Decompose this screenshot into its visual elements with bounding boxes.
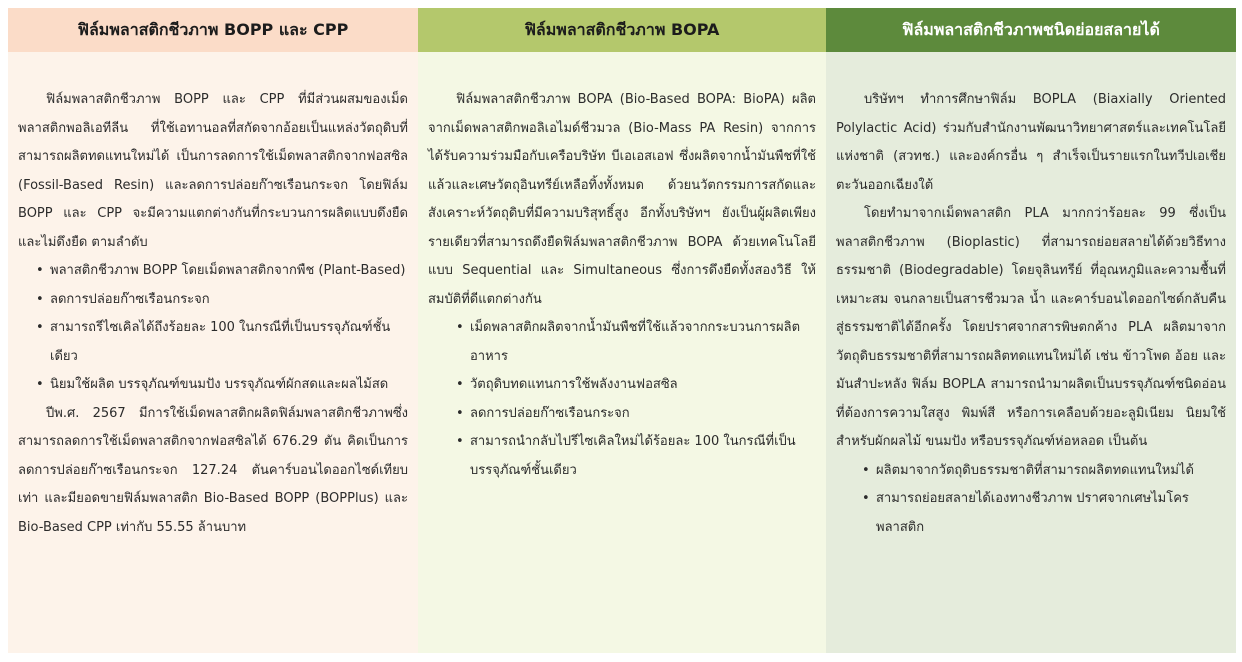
column-bopa: [418, 8, 826, 653]
paragraph: บริษัทฯ ทำการศึกษาฟิล์ม BOPLA (Biaxially Oriented Polylactic Acid) ร่วมกับสำนักงานพัฒนาวิทยาศาสตร์และเทคโนโลยีแห่งชาติ (สวทช.) และองค์กรอื่น ๆ สำเร็จเป็นรายแรกในทวีปเอเชียตะวันออกเฉียงใต้: [836, 92, 1226, 193]
paragraph: ฟิล์มพลาสติกชีวภาพ BOPA (Bio-Based BOPA: BioPA) ผลิตจากเม็ดพลาสติกพอลิเอไมด์ชีวมวล (Bio-Mass PA Resin) จากการได้รับความร่วมมือกับเครือบริษัท บีเอเอสเอฟ ซึ่งผลิตจากน้ำมันพืชที่ใช้แล้วและเศษวัตถุอินทรีย์เหลือทิ้งทั้งหมด ด้วยนวัตกรรมการสกัดและสังเคราะห์วัตถุดิบที่มีความบริสุทธิ์สูง อีกทั้งบริษัทฯ ยังเป็นผู้ผลิตเพียงรายเดียวที่สามารถดึงยืดฟิล์มพลาสติกชีวภาพ BOPA ด้วยเทคโนโลยีแบบ Sequential และ Simultaneous ซึ่งการดึงยืดทั้งสองวิธี ให้สมบัติที่ดีแตกต่างกัน: [428, 92, 816, 307]
bullet-item: • พลาสติกชีวภาพ BOPP โดยเม็ดพลาสติกจากพืช (Plant-Based): [18, 257, 408, 286]
paragraph: โดยทำมาจากเม็ดพลาสติก PLA มากกว่าร้อยละ 99 ซึ่งเป็นพลาสติกชีวภาพ (Bioplastic) ที่สามารถย่อยสลายได้ด้วยวิธีทางธรรมชาติ (Biodegradable) โดยจุลินทรีย์ ที่อุณหภูมิและความชื้นที่เหมาะสม จนกลายเป็นสารชีวมวล น้ำ และคาร์บอนไดออกไซด์กลับคืนสู่ธรรมชาติได้อีกครั้ง โดยปราศจากสารพิษตกค้าง PLA ผลิตมาจากวัตถุดิบธรรมชาติที่สามารถผลิตทดแทนใหม่ได้ เช่น ข้าวโพด อ้อย และมันสำปะหลัง ฟิล์ม BOPLA สามารถนำมาผลิตเป็นบรรจุภัณฑ์ชนิดอ่อนที่ต้องการความใสสูง พิมพ์สี หรือการเคลือบด้วยอะลูมิเนียม นิยมใช้สำหรับผักผลไม้ ขนมปัง หรือบรรจุภัณฑ์ห่อหลอด เป็นต้น: [836, 206, 1226, 449]
column-bopp-cpp: [8, 8, 418, 653]
bullet-list: [428, 314, 816, 485]
column-header: ฟิล์มพลาสติกชีวภาพชนิดย่อยสลายได้: [826, 8, 1236, 52]
bullet-item: • ลดการปล่อยก๊าซเรือนกระจก: [18, 286, 408, 315]
column-body: [8, 52, 418, 653]
column-header: ฟิล์มพลาสติกชีวภาพ BOPA: [418, 8, 826, 52]
bullet-item: • สามารถรีไซเคิลได้ถึงร้อยละ 100 ในกรณีที่เป็นบรรจุภัณฑ์ชั้นเดียว: [18, 314, 408, 371]
bullet-item: • นิยมใช้ผลิต บรรจุภัณฑ์ขนมปัง บรรจุภัณฑ์ผักสดและผลไม้สด: [18, 371, 408, 400]
bullet-item: • ผลิตมาจากวัตถุดิบธรรมชาติที่สามารถผลิตทดแทนใหม่ได้: [836, 457, 1226, 486]
paragraph: ฟิล์มพลาสติกชีวภาพ BOPP และ CPP ที่มีส่วนผสมของเม็ดพลาสติกพอลิเอทีลีน ที่ใช้เอทานอลที่สกัดจากอ้อยเป็นแหล่งวัตถุดิบที่สามารถผลิตทดแทนใหม่ได้ เป็นการลดการใช้เม็ดพลาสติกจากฟอสซิล (Fossil-Based Resin) และลดการปล่อยก๊าซเรือนกระจก โดยฟิล์ม BOPP และ CPP จะมีความแตกต่างกันที่กระบวนการผลิตแบบดึงยืดและไม่ดึงยืด ตามลำดับ: [18, 92, 408, 250]
bullet-item: • ลดการปล่อยก๊าซเรือนกระจก: [428, 400, 816, 429]
paragraph: ปีพ.ศ. 2567 มีการใช้เม็ดพลาสติกผลิตฟิล์มพลาสติกชีวภาพซึ่งสามารถลดการใช้เม็ดพลาสติกจากฟอสซิลได้ 676.29 ตัน คิดเป็นการลดการปล่อยก๊าซเรือนกระจก 127.24 ตันคาร์บอนไดออกไซด์เทียบเท่า และมียอดขายฟิล์มพลาสติก Bio-Based BOPP (BOPPlus) และ Bio-Based CPP เท่ากับ 55.55 ล้านบาท: [18, 405, 408, 535]
comparison-table: [8, 8, 1236, 653]
column-header: ฟิล์มพลาสติกชีวภาพ BOPP และ CPP: [8, 8, 418, 52]
bullet-item: • เม็ดพลาสติกผลิตจากน้ำมันพืชที่ใช้แล้วจากกระบวนการผลิตอาหาร: [428, 314, 816, 371]
bullet-item: • สามารถนำกลับไปรีไซเคิลใหม่ได้ร้อยละ 100 ในกรณีที่เป็นบรรจุภัณฑ์ชั้นเดียว: [428, 428, 816, 485]
bullet-item: • วัตถุดิบทดแทนการใช้พลังงานฟอสซิล: [428, 371, 816, 400]
bullet-item: • สามารถย่อยสลายได้เองทางชีวภาพ ปราศจากเศษไมโครพลาสติก: [836, 485, 1226, 542]
bullet-list: [836, 457, 1226, 543]
bullet-list: [18, 257, 408, 400]
column-body: [826, 52, 1236, 653]
column-biodegradable: [826, 8, 1236, 653]
column-body: [418, 52, 826, 653]
